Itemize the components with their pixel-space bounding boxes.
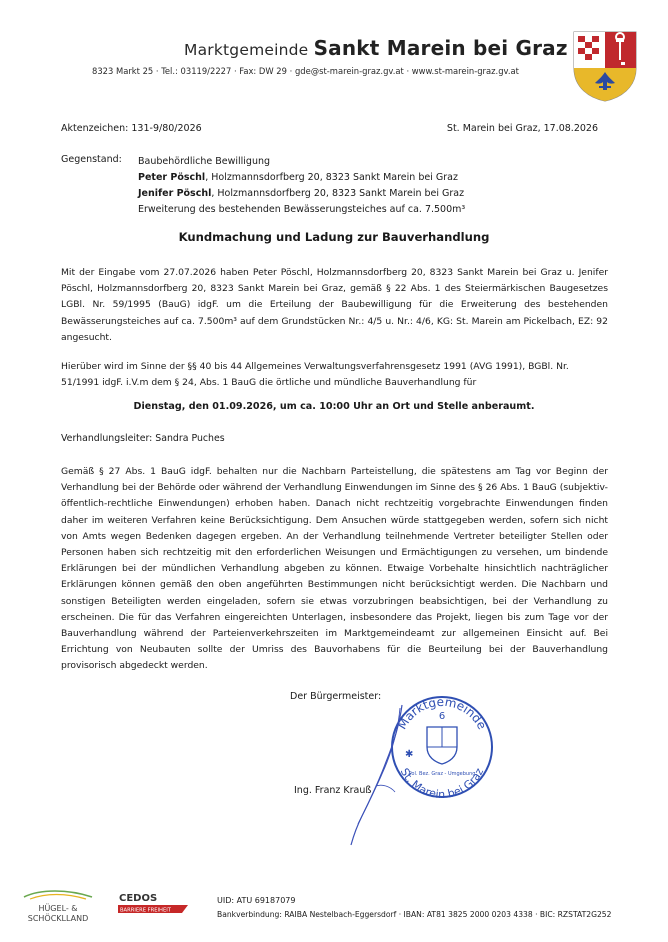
applicant-1-address: , Holzmannsdorfberg 20, 8323 Sankt Marein bei Graz <box>205 172 458 183</box>
applicant-1-name: Peter Pöschl <box>138 172 206 183</box>
subject-label: Gegenstand: <box>61 154 122 165</box>
huegel-schoeckelland-logo <box>18 887 98 927</box>
paragraph-objections: Gemäß § 27 Abs. 1 BauG idgF. behalten nur die Nachbarn Parteistellung, die spätestens am Tag vor Beginn der Verhandlung bei der Behörde oder während der Verhandlung Einwendungen im Sinne des § 26 Abs. 1 BauG (subjektiv-öffentlich-rechtliche Einwendungen) erhoben haben. Danach nicht rechtzeitig vorgebrachte Einwendungen finden daher im weiteren Verfahren keine Berücksichtigung. Dem Ansuchen würde stattgegeben werden, sofern sich nicht von Amts wegen Bedenken dagegen ergeben. An der Verhandlung teilnehmende Vertreter beteiligter Stellen oder Personen haben sich rechtzeitig mit den erforderlichen Weisungen und Ermächtigungen zu versehen, um bindende Erklärungen bei der mündlichen Verhandlung abgeben zu können. Etwaige Vorbehalte hinsichtlich nachträglicher Erklärungen können gemäß den oben angeführten Bestimmungen nicht berücksichtigt werden. Die Nachbarn und sonstigen Beteiligten werden eingeladen, sofern sie etwas vorzubringen beabsichtigen, bei der Verhandlung zu erscheinen. Die für das Verfahren eingereichten Unterlagen, insbesondere das Projekt, liegen bis zum Tage vor der Bauverhandlung während der Parteienverkehrszeiten im Marktgemeindeamt zur allgemeinen Einsicht auf. Bei Errichtung von Neubauten sollte der Umriss des Bauvorhabens für die Beurteilung bei der Bauverhandlung provisorisch abgedeckt werden. <box>61 466 608 672</box>
handwritten-signature <box>340 700 420 850</box>
subject-line-2 <box>138 170 465 186</box>
stamp-top-text: Marktgemeinde <box>394 694 490 732</box>
paragraph-application: Mit der Eingabe vom 27.07.2026 haben Peter Pöschl, Holzmannsdorfberg 20, 8323 Sankt Marein bei Graz u. Jenifer Pöschl, Holzmannsdorfberg 20, 8323 Sankt Marein bei Graz, gemäß § 22 Abs. 1 des Steiermärkischen Baugesetzes LGBl. Nr. 59/1995 (BauG) idgF. um die Erteilung der Baubewilligung für die Erweiterung des bestehenden Bewässerungsteiches auf ca. 7.500m³ auf dem Grundstücken Nr.: 4/5 u. Nr.: 4/6, KG: St. Marein am Pickelbach, EZ: 92 angesucht. <box>61 267 608 343</box>
stamp-inner-text: Pol. Bez. Graz - Umgebung <box>408 771 476 777</box>
logo1-line2: SCHÖCKLLAND <box>27 914 89 923</box>
municipality-title <box>184 36 568 60</box>
logo2-tag: BARRIERE FREIHEIT <box>120 907 171 914</box>
footer-uid: UID: ATU 69187079 <box>217 896 296 905</box>
appointment-line: Dienstag, den 01.09.2026, um ca. 10:00 Uhr an Ort und Stelle anberaumt. <box>133 401 535 412</box>
contact-line: 8323 Markt 25 · Tel.: 03119/2227 · Fax: DW 29 · gde@st-marein-graz.gv.at · www.st-marein-graz.gv.at <box>92 66 519 76</box>
signature-label: Der Bürgermeister: <box>290 691 382 702</box>
paragraph-legal-basis: Hierüber wird im Sinne der §§ 40 bis 44 Allgemeines Verwaltungsverfahrensgesetz 1991 (AVG 1991), BGBl. Nr. 51/1991 idgF. i.V.m dem § 24, Abs. 1 BauG die örtliche und mündliche Bauverhandlung für <box>61 361 569 389</box>
logo1-line1: HÜGEL- & <box>38 904 78 913</box>
stamp-number: 6 <box>438 711 446 722</box>
footer-bank: Bankverbindung: RAIBA Nestelbach-Eggersdorf · IBAN: AT81 3825 2000 0203 4338 · BIC: RZSTAT2G252 <box>217 910 612 919</box>
mayor-name: Ing. Franz Krauß <box>294 785 372 796</box>
cedos-barrierefreiheit-logo <box>118 889 188 929</box>
stamp-bottom-text: St. Marein bei Graz <box>397 766 487 801</box>
coat-of-arms-icon <box>570 28 640 102</box>
hearing-leader: Verhandlungsleiter: Sandra Puches <box>61 433 225 444</box>
svg-text:✱: ✱ <box>405 749 414 760</box>
logo2-name: CEDOS <box>119 893 158 904</box>
title-main: Sankt Marein bei Graz <box>313 36 568 60</box>
reference-number: Aktenzeichen: 131-9/80/2026 <box>61 123 202 134</box>
title-prefix: Marktgemeinde <box>184 41 309 59</box>
place-date: St. Marein bei Graz, 17.08.2026 <box>446 123 598 134</box>
subject-lines <box>138 154 465 218</box>
applicant-2-address: , Holzmannsdorfberg 20, 8323 Sankt Marein bei Graz <box>211 188 465 199</box>
subject-line-3 <box>138 186 465 202</box>
subject-line-4: Erweiterung des bestehenden Bewässerungsteiches auf ca. 7.500m³ <box>138 204 466 215</box>
document-heading: Kundmachung und Ladung zur Bauverhandlung <box>178 230 490 244</box>
subject-line-1: Baubehördliche Bewilligung <box>138 156 271 167</box>
applicant-2-name: Jenifer Pöschl <box>138 188 212 199</box>
